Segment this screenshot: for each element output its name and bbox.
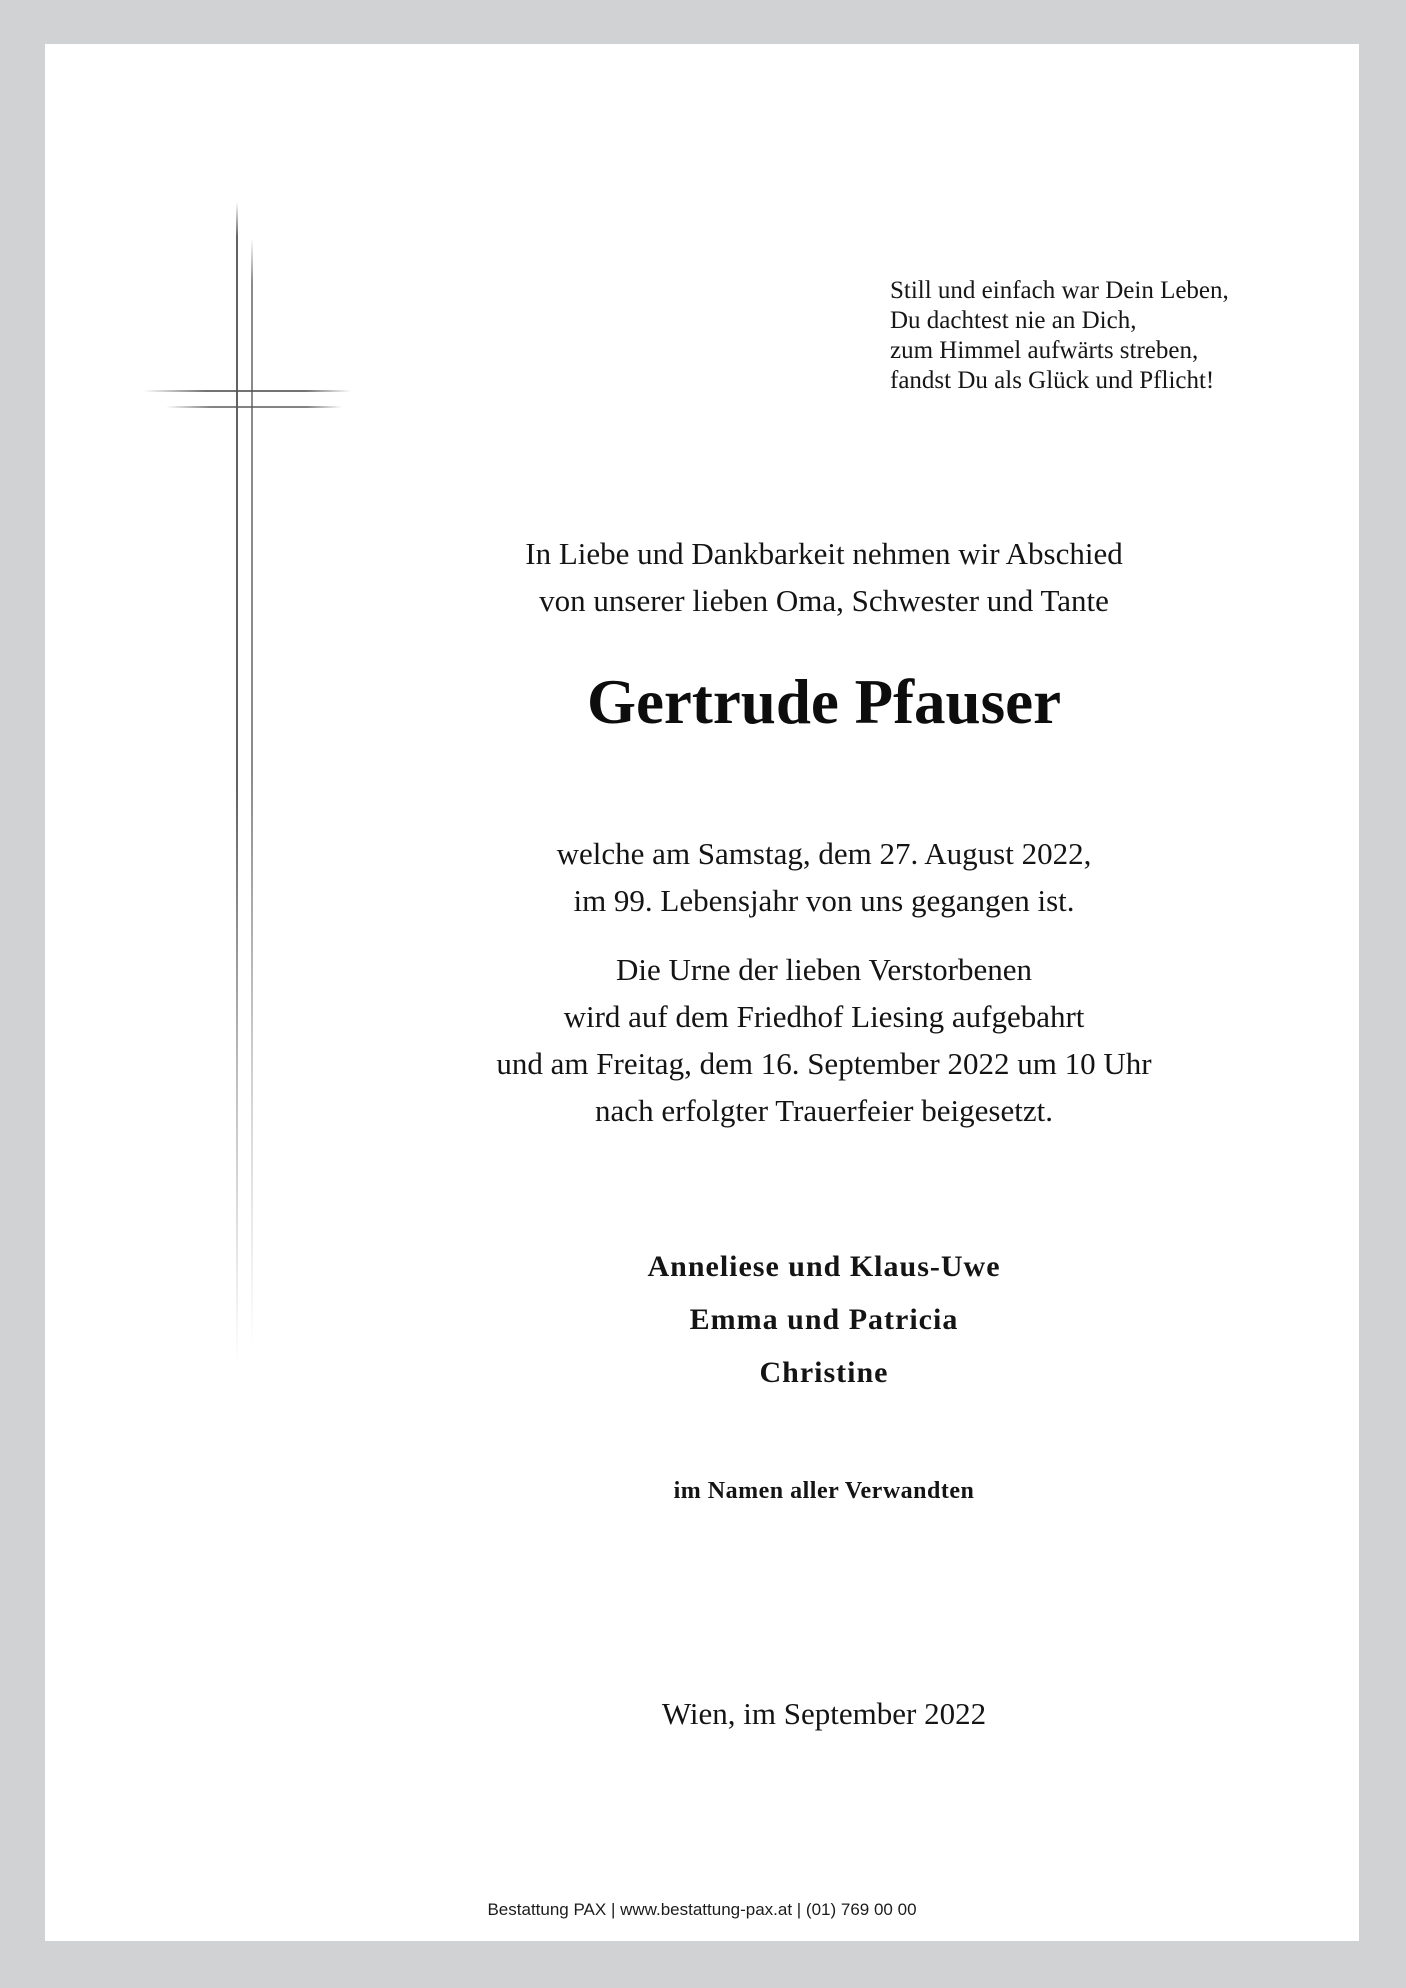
deceased-name: Gertrude Pfauser [586, 667, 1062, 737]
memorial-card-page [45, 44, 1359, 1941]
funeral-info [274, 946, 1374, 1134]
farewell-intro [274, 530, 1374, 624]
verse-line: zum Himmel aufwärts streben, [890, 337, 1199, 364]
place-date: Wien, im September 2022 [661, 1696, 987, 1731]
funeral-info-line: und am Freitag, dem 16. September 2022 um 10 Uhr [496, 1046, 1152, 1081]
verse-line: Du dachtest nie an Dich, [890, 307, 1137, 334]
intro-line: von unserer lieben Oma, Schwester und Tante [539, 583, 1109, 618]
mourner-name: Emma und Patricia [689, 1303, 959, 1336]
cross-vertical-line-1 [236, 202, 238, 1367]
verse-line: fandst Du als Glück und Pflicht! [890, 367, 1215, 394]
funeral-info-line: Die Urne der lieben Verstorbenen [615, 952, 1033, 987]
funeral-info-line: nach erfolgter Trauerfeier beigesetzt. [595, 1093, 1053, 1128]
relatives-note: im Namen aller Verwandten [673, 1478, 975, 1504]
mourner-name: Anneliese und Klaus-Uwe [647, 1250, 1001, 1283]
cross-horizontal-line-2 [166, 406, 342, 408]
opening-verse [890, 276, 1229, 396]
death-info-line: im 99. Lebensjahr von uns gegangen ist. [573, 883, 1075, 918]
cross-horizontal-line-1 [143, 390, 351, 392]
funeral-info-line: wird auf dem Friedhof Liesing aufgebahrt [563, 999, 1085, 1034]
verse-line: Still und einfach war Dein Leben, [890, 277, 1229, 304]
mourners-list [274, 1240, 1374, 1399]
intro-line: In Liebe und Dankbarkeit nehmen wir Abschied [525, 536, 1123, 571]
funeral-home-footer: Bestattung PAX | www.bestattung-pax.at | (01) 769 00 00 [487, 1900, 917, 1919]
mourner-name: Christine [759, 1356, 889, 1389]
death-info-line: welche am Samstag, dem 27. August 2022, [556, 836, 1092, 871]
cross-vertical-line-2 [251, 238, 253, 1350]
death-info [274, 830, 1374, 924]
